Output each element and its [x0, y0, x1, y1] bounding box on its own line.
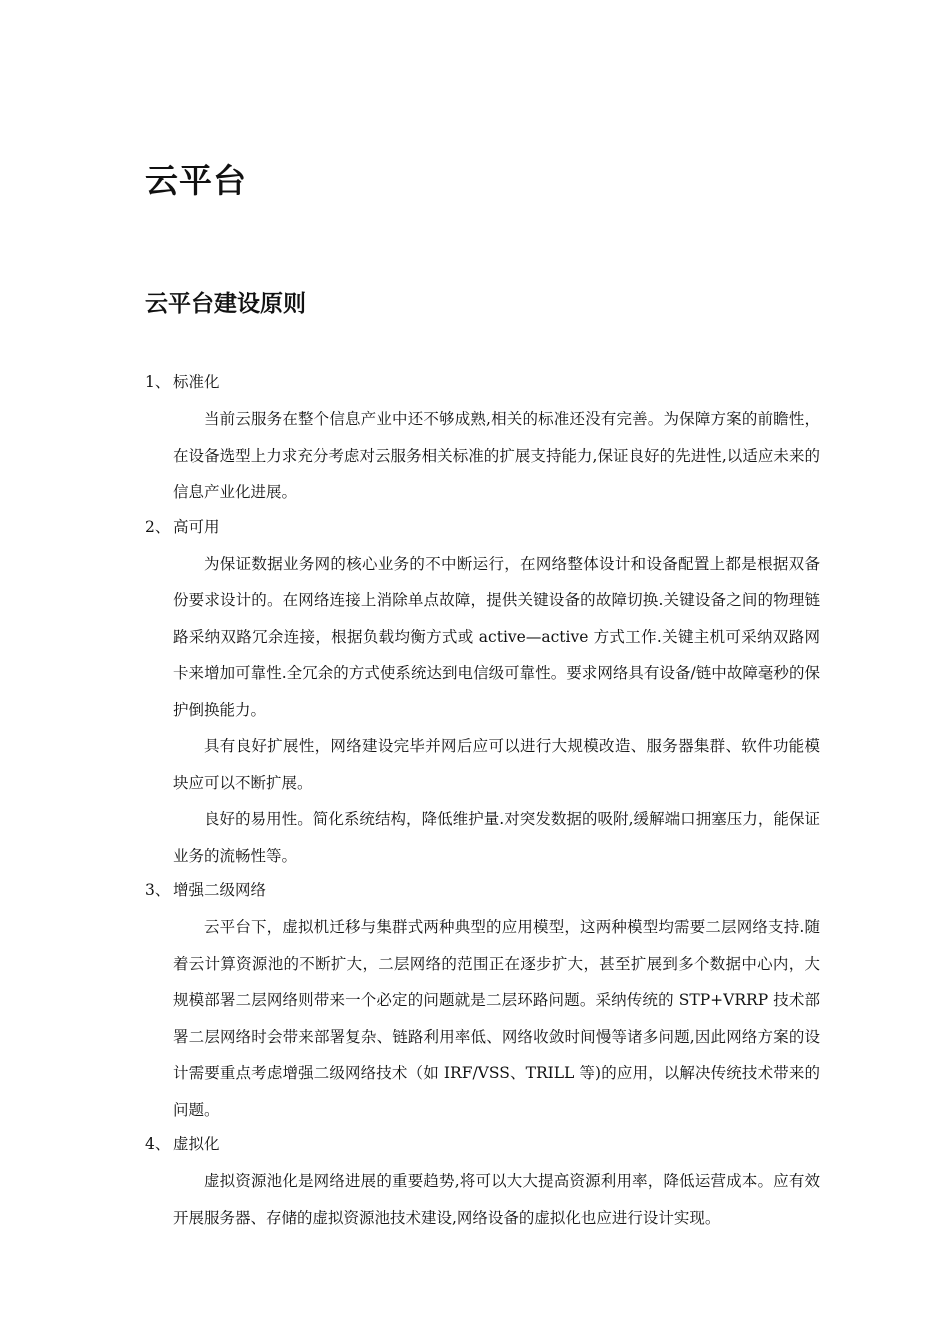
- document-title: 云平台: [145, 161, 247, 200]
- paragraph: 云平台下，虚拟机迁移与集群式两种典型的应用模型，这两种模型均需要二层网络支持.随着云计算资源池的不断扩大，二层网络的范围正在逐步扩大，甚至扩展到多个数据中心内，大规模部署二层网络则带来一个必定的问题就是二层环路问题。采纳传统的 STP+VRRP 技术部署二层网络时会带来部署复杂、链路利用率低、网络收敛时间慢等诸多问题,因此网络方案的设计需要重点考虑增强二级网络技术（如 IRF/VSS、TRILL 等)的应用，以解决传统技术带来的问题。: [173, 918, 820, 1119]
- list-item: [145, 515, 820, 875]
- list-item: [145, 1132, 820, 1236]
- list-item-heading: [145, 1132, 820, 1157]
- list-item-number: 2、: [145, 517, 171, 536]
- list-item-label: 增强二级网络: [173, 881, 267, 899]
- section-heading: 云平台建设原则: [145, 291, 306, 317]
- paragraph: 良好的易用性。简化系统结构，降低维护量.对突发数据的吸附,缓解端口拥塞压力，能保证业务的流畅性等。: [173, 810, 820, 865]
- list-item-heading: [145, 878, 820, 903]
- paragraph: 为保证数据业务网的核心业务的不中断运行，在网络整体设计和设备配置上都是根据双备份要求设计的。在网络连接上消除单点故障，提供关键设备的故障切换.关键设备之间的物理链路采纳双路冗余连接，根据负载均衡方式或 active—active 方式工作.关键主机可采纳双路网卡来增加可靠性.全冗余的方式使系统达到电信级可靠性。要求网络具有设备/链中故障毫秒的保护倒换能力。: [173, 554, 820, 719]
- list-item-number: 4、: [145, 1135, 171, 1153]
- list-item-label: 虚拟化: [173, 1135, 220, 1153]
- document-body: [145, 366, 820, 1236]
- paragraph: 虚拟资源池化是网络进展的重要趋势,将可以大大提高资源利用率，降低运营成本。应有效开展服务器、存储的虚拟资源池技术建设,网络设备的虚拟化也应进行设计实现。: [173, 1172, 820, 1227]
- paragraph: 具有良好扩展性，网络建设完毕并网后应可以进行大规模改造、服务器集群、软件功能模块应可以不断扩展。: [173, 737, 820, 792]
- list-item-number: 1、: [145, 373, 171, 391]
- list-item-label: 标准化: [173, 373, 220, 391]
- paragraph: 当前云服务在整个信息产业中还不够成熟,相关的标准还没有完善。为保障方案的前瞻性，在设备选型上力求充分考虑对云服务相关标准的扩展支持能力,保证良好的先进性,以适应未来的信息产业化进展。: [173, 410, 820, 501]
- list-item-number: 3、: [145, 881, 171, 899]
- list-item-label: 高可用: [173, 517, 220, 536]
- list-item-heading: [145, 370, 820, 395]
- list-item-heading: [145, 515, 820, 540]
- list-item: [145, 370, 820, 511]
- list-item: [145, 878, 820, 1128]
